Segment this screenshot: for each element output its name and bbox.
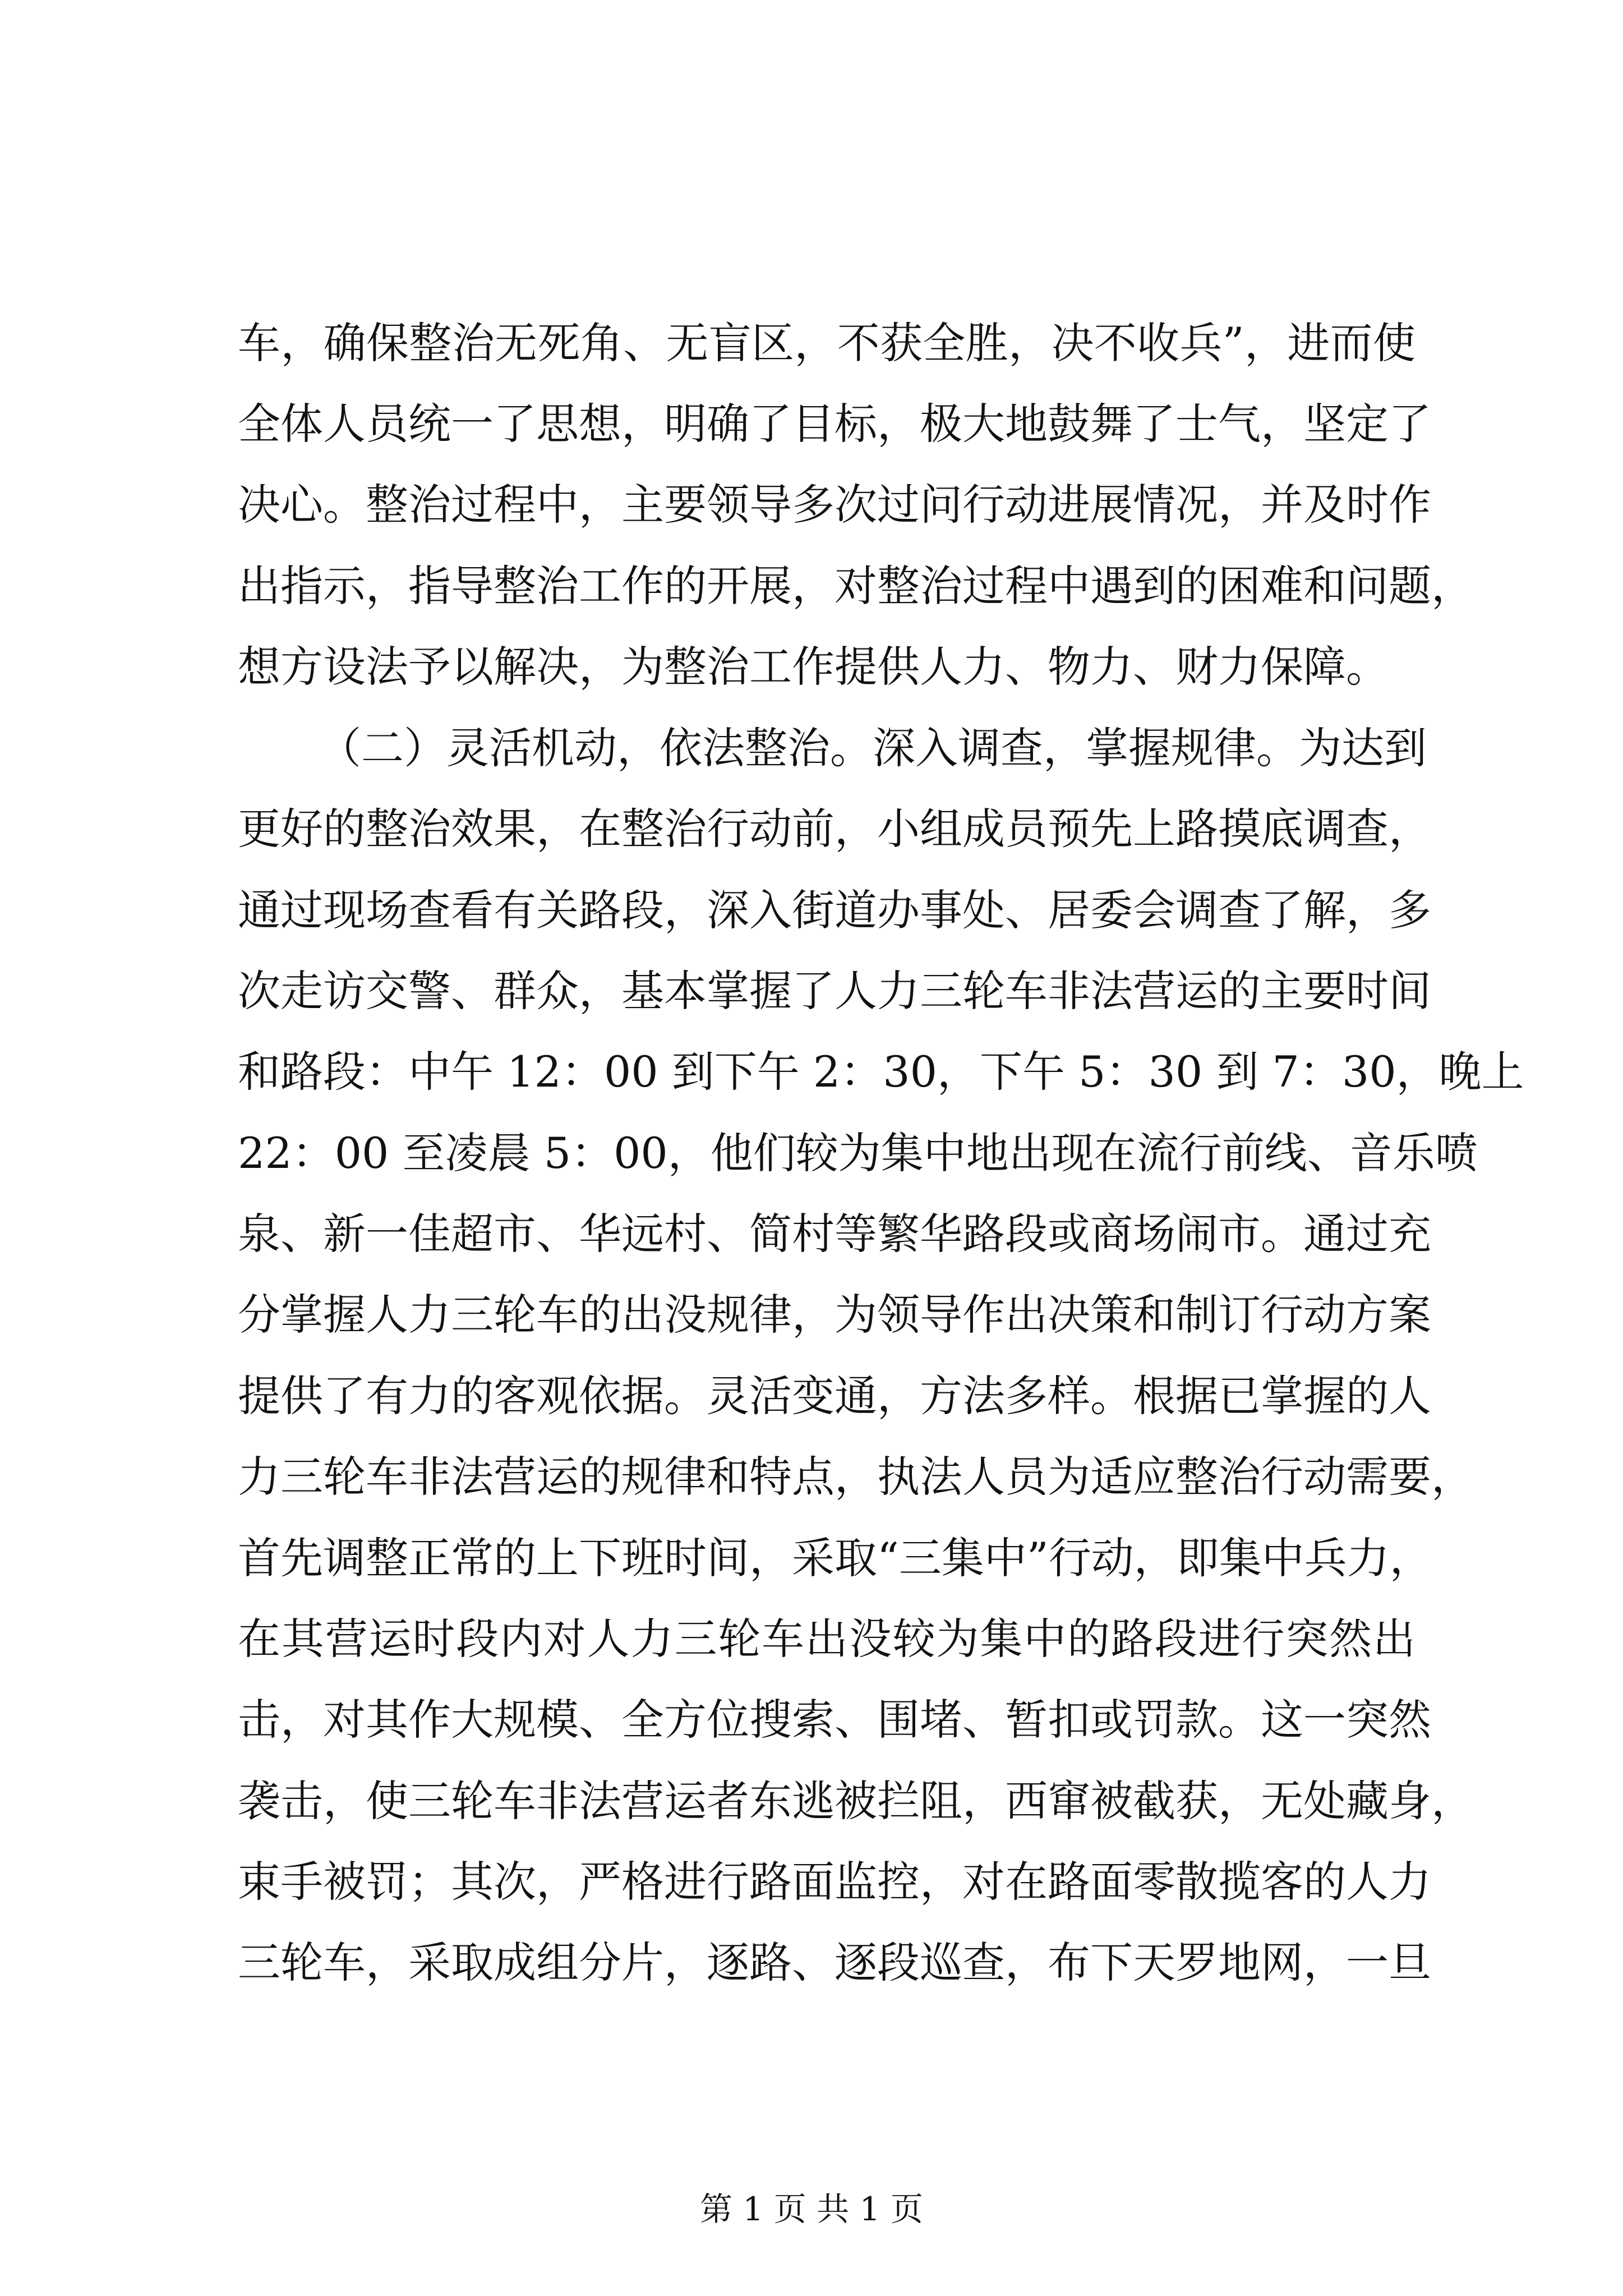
text-line: 想方设法予以解决，为整治工作提供人力、物力、财力保障。 xyxy=(238,642,1389,692)
text-line: 袭击，使三轮车非法营运者东逃被拦阻，西窜被截获，无处藏身， xyxy=(238,1776,1474,1826)
text-line: 力三轮车非法营运的规律和特点，执法人员为适应整治行动需要， xyxy=(238,1452,1474,1502)
text-line: 泉、新一佳超市、华远村、简村等繁华路段或商场闹市。通过充 xyxy=(238,1209,1431,1259)
text-line: 通过现场查看有关路段，深入街道办事处、居委会调查了解，多 xyxy=(238,885,1431,935)
text-line: 首先调整正常的上下班时间，采取“三集中”行动，即集中兵力， xyxy=(238,1533,1432,1583)
text-line: 提供了有力的客观依据。灵活变通，方法多样。根据已掌握的人 xyxy=(238,1371,1431,1421)
text-line: 次走访交警、群众，基本掌握了人力三轮车非法营运的主要时间 xyxy=(238,966,1431,1016)
text-line: 击，对其作大规模、全方位搜索、围堵、暂扣或罚款。这一突然 xyxy=(238,1695,1431,1745)
page-number-footer: 第 1 页 共 1 页 xyxy=(700,2190,923,2228)
text-line: 车，确保整治无死角、无盲区，不获全胜，决不收兵”，进而使 xyxy=(238,318,1415,368)
text-line: 束手被罚；其次，严格进行路面监控，对在路面零散揽客的人力 xyxy=(238,1857,1431,1907)
text-line: 三轮车，采取成组分片，逐路、逐段巡查，布下天罗地网，一旦 xyxy=(238,1938,1431,1987)
text-line: 全体人员统一了思想，明确了目标，极大地鼓舞了士气，坚定了 xyxy=(238,399,1431,449)
text-line: 在其营运时段内对人力三轮车出没较为集中的路段进行突然出 xyxy=(238,1614,1415,1664)
text-line: 分掌握人力三轮车的出没规律，为领导作出决策和制订行动方案 xyxy=(238,1290,1431,1340)
text-line: 决心。整治过程中，主要领导多次过问行动进展情况，并及时作 xyxy=(238,480,1431,530)
text-line: 更好的整治效果，在整治行动前，小组成员预先上路摸底调查， xyxy=(238,804,1431,854)
text-line: 和路段：中午 12：00 到下午 2：30，下午 5：30 到 7：30，晚上 xyxy=(238,1047,1524,1097)
paragraph-start-line: （二）灵活机动，依法整治。深入调查，掌握规律。为达到 xyxy=(319,723,1427,773)
text-line: 出指示，指导整治工作的开展，对整治过程中遇到的困难和问题， xyxy=(238,561,1474,611)
text-line: 22：00 至凌晨 5：00，他们较为集中地出现在流行前线、音乐喷 xyxy=(238,1128,1478,1178)
